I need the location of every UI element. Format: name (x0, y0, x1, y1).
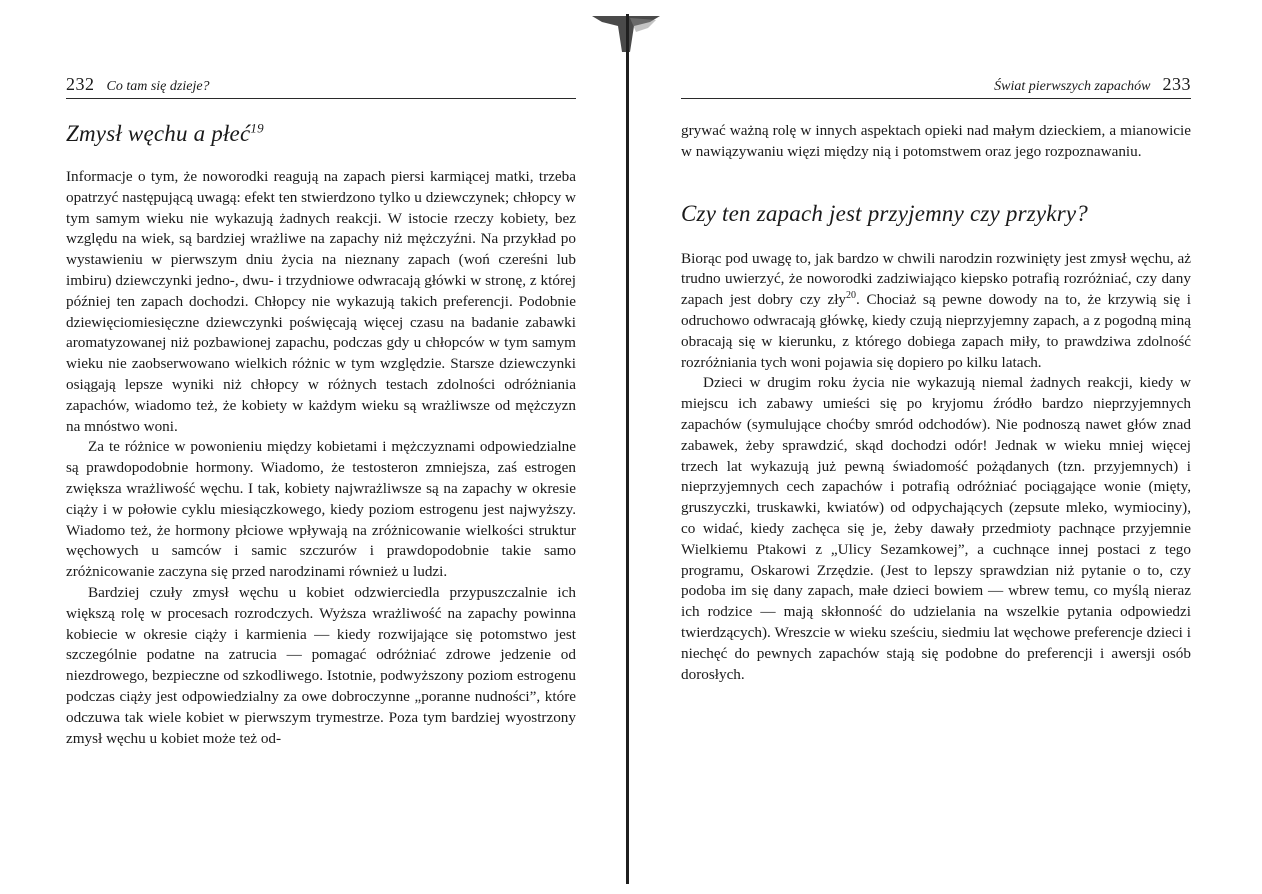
section-heading (66, 119, 576, 149)
left-body-text (66, 167, 576, 749)
page-number: 232 (66, 74, 95, 94)
paragraph: Informacje o tym, że noworodki reagują na zapach piersi karmiącej matki, trzeba opatrzyć następującą uwagą: efekt ten stwierdzono tylko u dziewczynek; chłopcy w tym samym wieku nie wykazują żadnych reakcji. W istocie rzeczy kobiety, bez względu na wiek, są bardziej wrażliwe na zapachy niż mężczyźni. Na przykład po wystawieniu w pierwszym dniu życia na nieznany zapach (woń czereśni lub imbiru) dziewczynki jedno-, dwu- i trzydniowe odwracają główki w stronę, z której później ten zapach dochodzi. Chłopcy nie wykazują takich preferencji. Podobnie dziewięciomiesięczne dziewczynki poświęcają więcej czasu na badanie zabawki aromatyzowanej niż pozbawionej zapachu, podczas gdy u chłopców w tym samym wieku nie zaobserwowano wielkich różnic w tym względzie. Starsze dziewczynki osiągają lepsze wyniki niż chłopcy w różnych testach zdolności odróżniania zapachów, wiadomo też, że kobiety w każdym wieku są wrażliwsze od mężczyzn na mnóstwo woni. (66, 168, 576, 435)
paragraph-text: . Chociaż są pewne dowody na to, że krzywią się i odruchowo odwracają główkę, kiedy czują nieprzyjemny zapach, a z pogodną miną obracają się w kierunku, z którego dobiega zapach miły, to prawdziwa zdolność rozróżniania tych woni pojawia się dopiero po kilku latach. (681, 291, 1191, 371)
right-page (681, 74, 1191, 685)
paragraph: grywać ważną rolę w innych aspektach opieki nad małym dzieckiem, a mianowicie w nawiązywaniu więzi między nią i potomstwem oraz jego rozpoznawaniu. (681, 122, 1191, 160)
paragraph-text: Biorąc pod uwagę to, jak bardzo w chwili narodzin rozwinięty jest zmysł węchu, aż trudno uwierzyć, że noworodki zadziwiająco kiepsko potrafią rozróżniać, czy dany zapach jest dobry czy zły (681, 249, 1191, 309)
footnote-marker: 19 (250, 120, 264, 136)
left-running-head (66, 74, 576, 99)
paragraph: Bardziej czuły zmysł węchu u kobiet odzwierciedla przypuszczalnie ich większą rolę w procesach rozrodczych. Wyższa wrażliwość na zapachy powinna kobiecie w okresie ciąży i karmienia — kiedy rozwijające się potomstwo jest szczególnie podatne na zatrucia — pomagać odróżniać zdrowe jedzenie od niezdrowego, bezpieczne od szkodliwego. Istotnie, podwyższony poziom estrogenu podczas ciąży jest odpowiedzialny za owe dobroczynne „poranne nudności”, które odczuwa tak wiele kobiet w pierwszym trymestrze. Poza tym bardziej wyostrzony zmysł węchu u kobiet może też od- (66, 583, 576, 747)
paragraph (681, 249, 1191, 374)
right-body-text (681, 249, 1191, 686)
footnote-marker: 20 (846, 290, 857, 302)
chapter-title: Co tam się dzieje? (106, 79, 210, 94)
paragraph: Dzieci w drugim roku życia nie wykazują niemal żadnych reakcji, kiedy w miejscu ich zabawy umieści się po kryjomu źródło bardzo nieprzyjemnych zapachów (symulujące choćby smród odchodów). Nie podnoszą nawet głów znad zabawek, żeby sprawdzić, skąd dochodzi odór! Jednak w wieku mniej więcej trzech lat wykazują już pewną świadomość pożądanych (tzn. przyjemnych) i nieprzyjemnych cech zapachów i potrafią odróżniać pociągające wonie (mięty, gruszyczki, truskawki, kwiatów) od odpychających (zepsute mleko, wymiociny), co widać, kiedy zachęca się je, żeby dawały przedmioty pachnące przyjemnie Wielkiemu Ptakowi z „Ulicy Sezamkowej”, a cuchnące innej postaci z tego programu, Oskarowi Zrzędzie. (Jest to lepszy sprawdzian niż pytanie o to, czy podoba im się dany zapach, małe dzieci bowiem — wbrew temu, co myślą nieraz ich rodzice — mają skłonność do udzielania na wszelkie pytania odpowiedzi twierdzących). Wreszcie w wieku sześciu, siedmiu lat węchowe preferencje dzieci i niechęć do pewnych zapachów stają się podobne do preferencji i awersji osób dorosłych. (681, 374, 1191, 683)
right-running-head (681, 74, 1191, 99)
paragraph: Za te różnice w powonieniu między kobietami i mężczyznami odpowiedzialne są prawdopodobnie hormony. Wiadomo, że testosteron zmniejsza, zaś estrogen zwiększa wrażliwość węchu. I tak, kobiety najwrażliwsze są na zapachy w okresie ciąży i w połowie cyklu miesiączkowego, kiedy poziom estrogenu jest najwyższy. Wiadomo też, że hormony płciowe wpływają na zróżnicowanie wielkości struktur węchowych u samców i samic szczurów i prawdopodobnie takie samo zróżnicowanie zaczyna się przed narodzinami również u ludzi. (66, 438, 576, 581)
section-heading: Czy ten zapach jest przyjemny czy przykry? (681, 200, 1088, 226)
book-gutter (626, 14, 629, 884)
left-page (66, 74, 576, 749)
right-body-text-top (681, 121, 1191, 163)
section-heading-text: Zmysł węchu a płeć (66, 121, 251, 146)
page-number: 233 (1162, 74, 1191, 94)
chapter-title: Świat pierwszych zapachów (994, 79, 1151, 94)
